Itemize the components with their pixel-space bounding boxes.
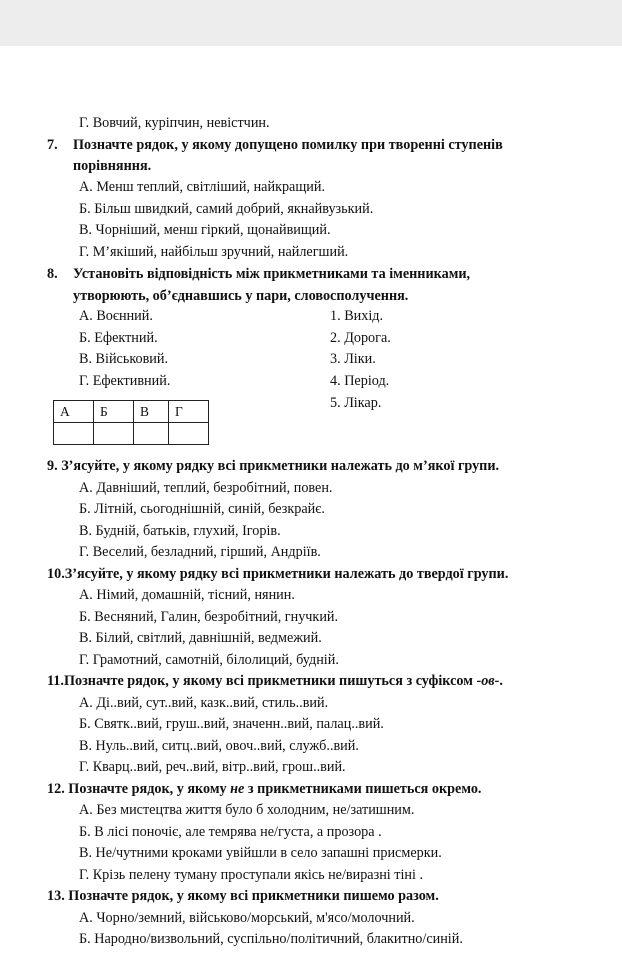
q12-option-a: А. Без мистецтва життя було б холодним, не/затишним. bbox=[79, 802, 415, 818]
q12-text bbox=[47, 780, 481, 799]
grid-answer-c[interactable] bbox=[134, 423, 169, 445]
q8-text-line1: Установіть відповідність між прикметниками та іменниками, bbox=[73, 266, 471, 282]
q10-option-d: Г. Грамотний, самотній, білолиций, будній. bbox=[79, 652, 339, 668]
q8-right-5: 5. Лікар. bbox=[330, 395, 382, 411]
q9-option-c: В. Будній, батьків, глухий, Ігорів. bbox=[79, 523, 281, 539]
q7-number: 7. bbox=[47, 137, 58, 153]
q9-text: 9. З’ясуйте, у якому рядку всі прикметники належать до м’якої групи. bbox=[47, 458, 500, 474]
q12-text-b: з прикметниками пишеться окремо. bbox=[244, 781, 482, 797]
q8-left-c: В. Військовий. bbox=[79, 351, 169, 367]
grid-header-c: В bbox=[134, 401, 169, 423]
q8-right-4: 4. Період. bbox=[330, 373, 390, 389]
answer-grid-answer-row bbox=[54, 423, 209, 445]
q8-left-b: Б. Ефектний. bbox=[79, 330, 158, 346]
answer-grid-header-row bbox=[54, 401, 209, 423]
q12-text-emphasis: не bbox=[230, 781, 245, 797]
grid-answer-a[interactable] bbox=[54, 423, 94, 445]
q7-text-line2: порівняння. bbox=[73, 158, 152, 174]
q12-option-d: Г. Крізь пелену туману проступали якісь не/виразні тіні . bbox=[79, 867, 424, 883]
q13-option-a: А. Чорно/земний, військово/морський, м'ясо/молочний. bbox=[79, 910, 415, 926]
q8-number: 8. bbox=[47, 266, 58, 282]
q12-option-b: Б. В лісі поночіє, але темрява не/густа, а прозора . bbox=[79, 824, 382, 840]
q8-right-2: 2. Дорога. bbox=[330, 330, 391, 346]
q12-option-c: В. Не/чутними кроками увійшли в село запашні присмерки. bbox=[79, 845, 442, 861]
answer-grid bbox=[53, 400, 209, 445]
top-bar bbox=[0, 0, 622, 46]
q12-text-a: 12. Позначте рядок, у якому bbox=[47, 781, 231, 797]
q7-option-b: Б. Більш швидкий, самий добрий, якнайвузький. bbox=[79, 201, 374, 217]
q11-option-c: В. Нуль..вий, ситц..вий, овоч..вий, служб..вий. bbox=[79, 738, 359, 754]
q11-text-end: . bbox=[499, 673, 503, 689]
grid-answer-d[interactable] bbox=[169, 423, 209, 445]
q11-text bbox=[47, 672, 503, 691]
q10-option-b: Б. Весняний, Галин, безробітний, гнучкий. bbox=[79, 609, 339, 625]
q10-option-c: В. Білий, світлий, давнішній, ведмежий. bbox=[79, 630, 322, 646]
q9-option-a: А. Давніший, теплий, безробітний, повен. bbox=[79, 480, 333, 496]
q8-right-1: 1. Вихід. bbox=[330, 308, 384, 324]
q10-option-a: А. Німий, домашній, тісний, нянин. bbox=[79, 587, 295, 603]
q7-option-d: Г. М’якіший, найбільш зручний, найлегший. bbox=[79, 244, 349, 260]
q7-text-line1: Позначте рядок, у якому допущено помилку при творенні ступенів bbox=[73, 137, 503, 153]
q13-text: 13. Позначте рядок, у якому всі прикметники пишемо разом. bbox=[47, 888, 439, 904]
q7-option-a: А. Менш теплий, світліший, найкращий. bbox=[79, 179, 326, 195]
q10-text: 10.З’ясуйте, у якому рядку всі прикметники належать до твердої групи. bbox=[47, 566, 509, 582]
q13-option-b: Б. Народно/визвольний, суспільно/політичний, блакитно/синій. bbox=[79, 931, 463, 947]
q7-option-c: В. Чорніший, менш гіркий, щонайвищий. bbox=[79, 222, 331, 238]
grid-header-a: А bbox=[54, 401, 94, 423]
q11-option-a: А. Ді..вий, сут..вий, казк..вий, стиль..вий. bbox=[79, 695, 329, 711]
q9-option-b: Б. Літній, сьогоднішній, синій, безкрайє. bbox=[79, 501, 325, 517]
q9-option-d: Г. Веселий, безладний, гірший, Андріїв. bbox=[79, 544, 321, 560]
q8-right-3: 3. Ліки. bbox=[330, 351, 376, 367]
q6-option-g: Г. Вовчий, куріпчин, невістчин. bbox=[79, 115, 270, 131]
q11-text-main: 11.Позначте рядок, у якому всі прикметники пишуться з суфіксом - bbox=[47, 673, 482, 689]
q8-left-d: Г. Ефективний. bbox=[79, 373, 171, 389]
q8-text-line2: утворюють, об’єднавшись у пари, словосполучення. bbox=[73, 288, 409, 304]
grid-header-b: Б bbox=[94, 401, 134, 423]
q8-left-a: А. Воєнний. bbox=[79, 308, 153, 324]
grid-answer-b[interactable] bbox=[94, 423, 134, 445]
q11-option-b: Б. Святк..вий, груш..вий, значенн..вий, палац..вий. bbox=[79, 716, 384, 732]
grid-header-d: Г bbox=[169, 401, 209, 423]
q11-option-d: Г. Кварц..вий, реч..вий, вітр..вий, грош..вий. bbox=[79, 759, 346, 775]
q11-suffix: ов- bbox=[481, 673, 500, 689]
